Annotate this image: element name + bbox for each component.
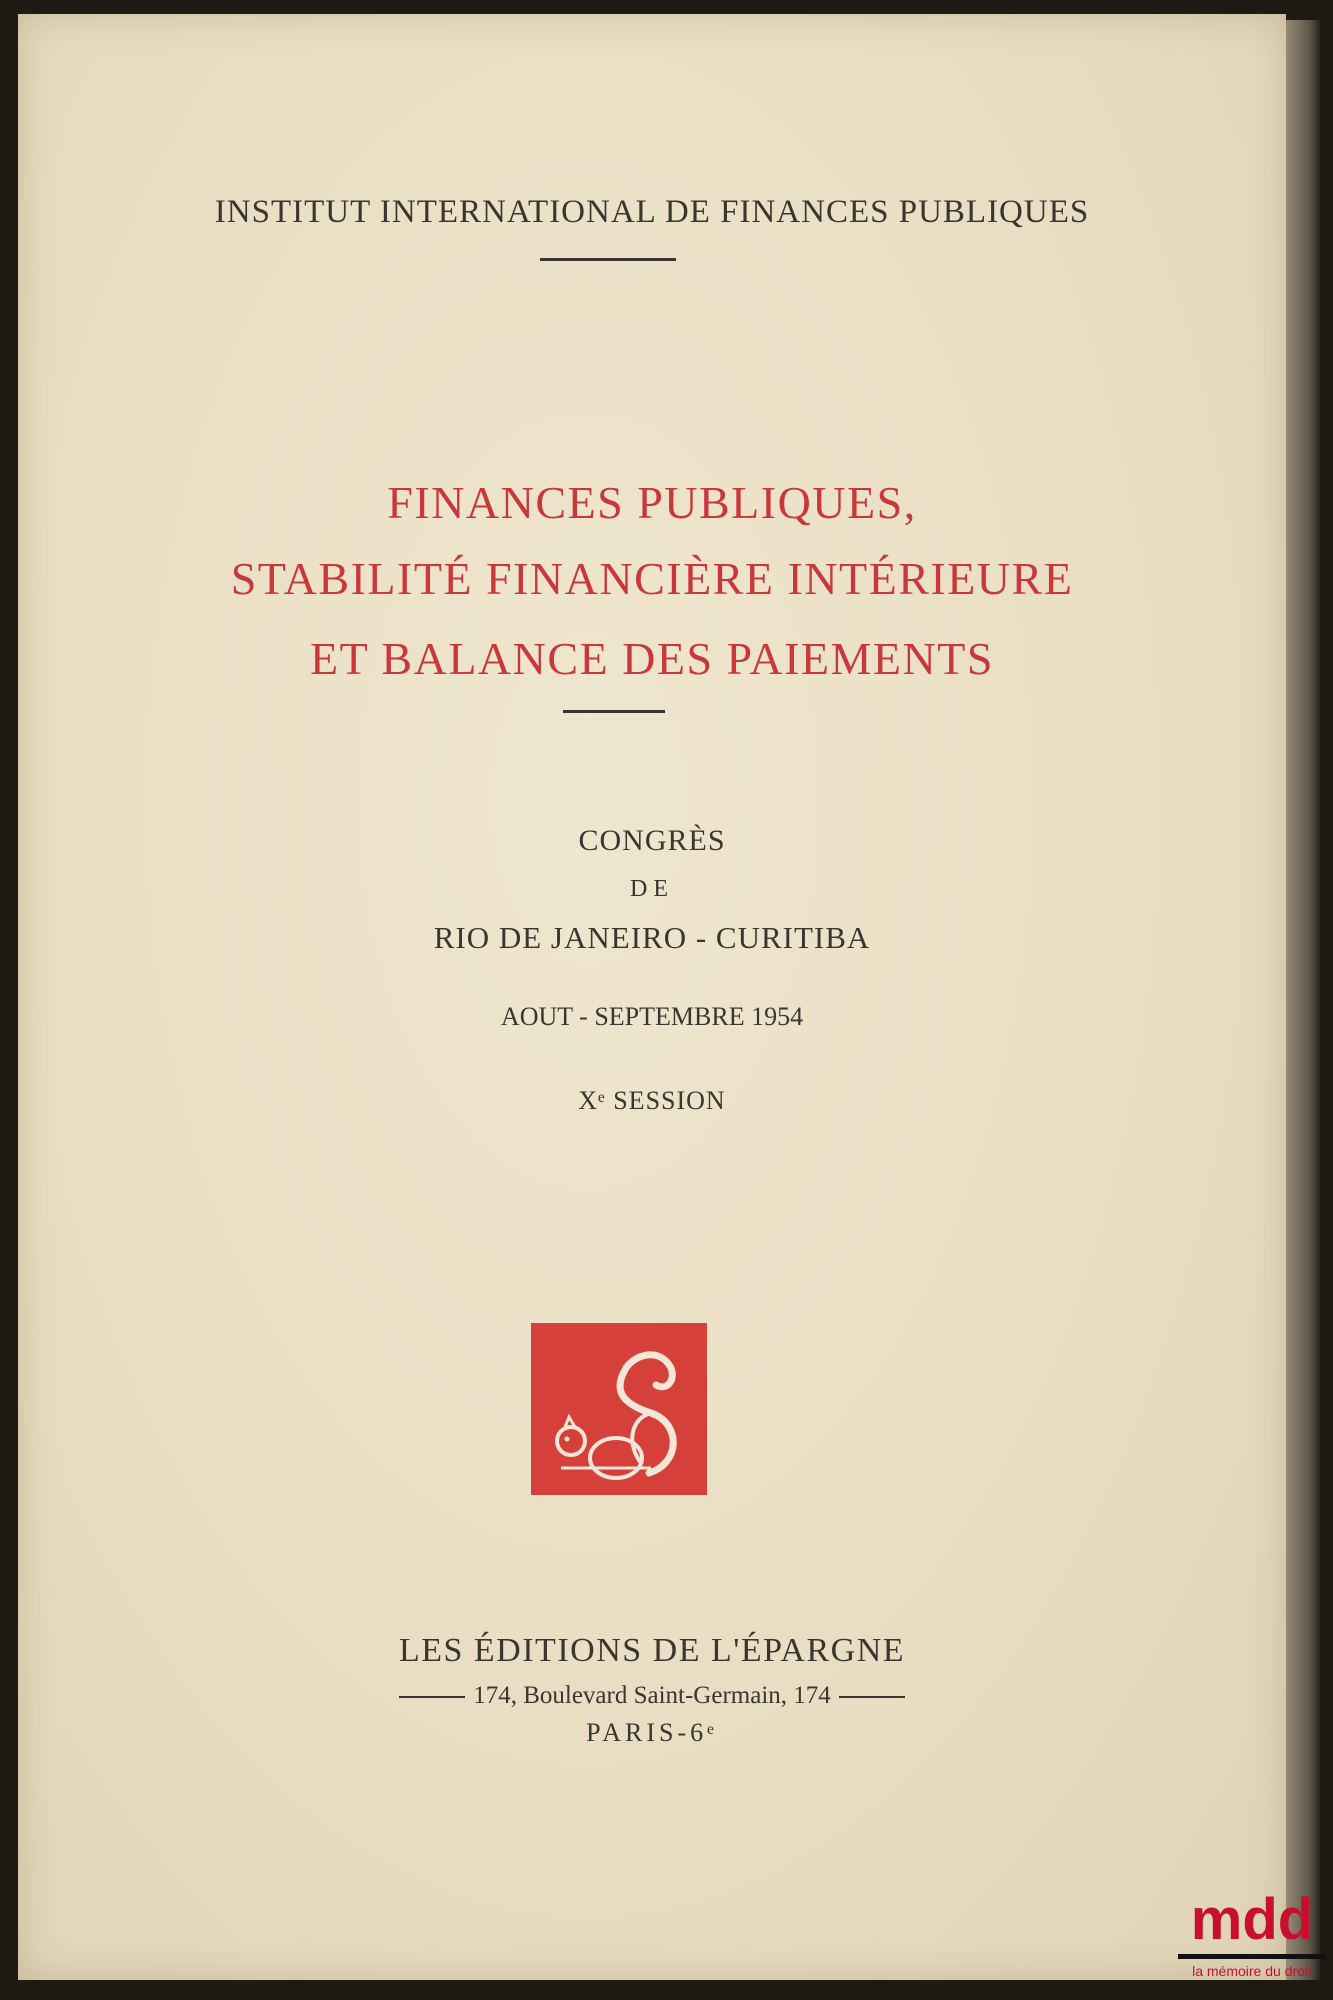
- divider: [563, 710, 665, 713]
- publisher-address-row: [18, 1682, 1286, 1710]
- congress-location: RIO DE JANEIRO - CURITIBA: [433, 920, 871, 955]
- title-line-1: FINANCES PUBLIQUES,: [387, 477, 917, 528]
- publisher-name: LES ÉDITIONS DE L'ÉPARGNE: [398, 1632, 906, 1669]
- divider: [540, 258, 676, 261]
- congress-dates: AOUT - SEPTEMBRE 1954: [500, 1002, 804, 1031]
- mdd-watermark: [1172, 1887, 1332, 1979]
- watermark-bar: [1178, 1954, 1326, 1959]
- watermark-logo: mdd: [1190, 1887, 1314, 1952]
- institution-name: INSTITUT INTERNATIONAL DE FINANCES PUBLIQUES: [214, 194, 1090, 230]
- publisher-address: 174, Boulevard Saint-Germain, 174: [473, 1682, 831, 1709]
- dash: [839, 1696, 905, 1698]
- watermark-tagline: la mémoire du droit: [1192, 1963, 1312, 1979]
- congress-de: DE: [630, 876, 674, 902]
- congress-session: Xᵉ SESSION: [578, 1086, 726, 1115]
- title-line-3: ET BALANCE DES PAIEMENTS: [310, 633, 994, 684]
- title-line-2: STABILITÉ FINANCIÈRE INTÉRIEURE: [230, 553, 1074, 604]
- squirrel-logo-icon: [531, 1323, 707, 1495]
- congress-label: CONGRÈS: [578, 824, 726, 857]
- publisher-city: PARIS-6ᵉ: [586, 1718, 718, 1747]
- dash: [399, 1696, 465, 1698]
- book-cover: [18, 14, 1286, 1980]
